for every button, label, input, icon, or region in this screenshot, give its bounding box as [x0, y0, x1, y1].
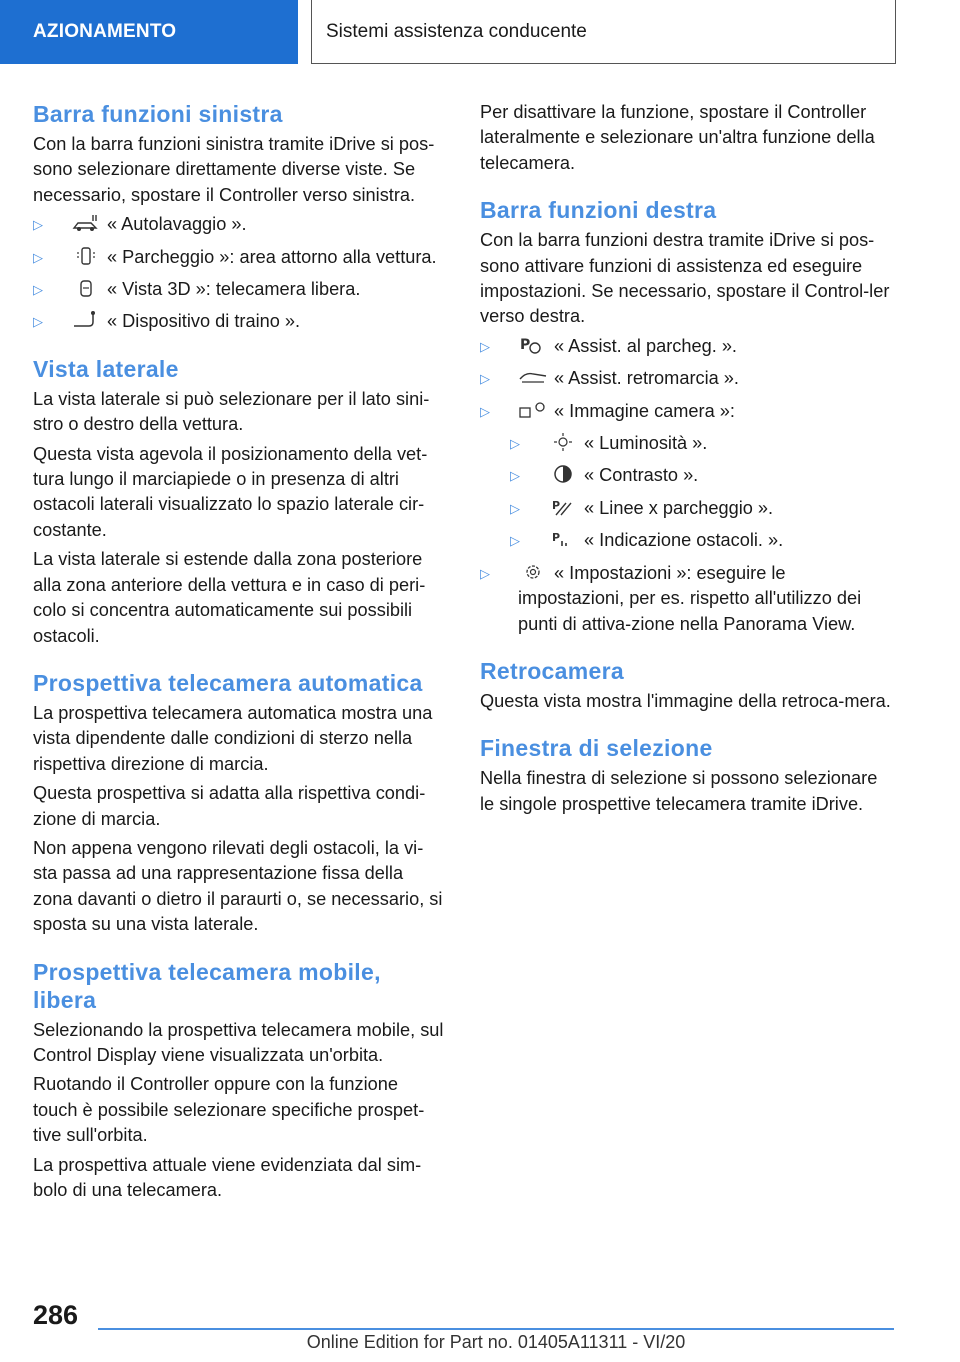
- list-item: [510, 528, 894, 553]
- bullet-triangle-icon: ▷: [33, 282, 43, 298]
- page-number: 286: [33, 1300, 79, 1330]
- list-item: [480, 399, 894, 424]
- header-section-tab: AZIONAMENTO: [0, 0, 298, 64]
- svg-text:P: P: [552, 498, 561, 512]
- paragraph: Nella finestra di selezione si possono selezionare le singole prospettive telecamera tramite iDrive.: [480, 768, 878, 814]
- section-rear-camera: [480, 657, 894, 714]
- section-selection-window: [480, 734, 894, 817]
- camera-image-sublist: [480, 431, 894, 554]
- function-list: [480, 334, 894, 424]
- bullet-triangle-icon: ▷: [480, 371, 490, 387]
- section-title: Retrocamera: [480, 657, 624, 684]
- brightness-icon: [548, 432, 578, 452]
- parking-lines-icon: [548, 497, 578, 517]
- section-free-camera-perspective: [33, 958, 447, 1204]
- paragraph: La prospettiva telecamera automatica mostra una vista dipendente dalle condizioni di sterzo nella rispettiva direzione di marcia.: [33, 702, 433, 774]
- bullet-triangle-icon: ▷: [33, 217, 43, 233]
- reverse-assist-icon: [518, 367, 548, 387]
- list-item-label: « Impostazioni »: eseguire le impostazioni, per es. rispetto all'utilizzo dei punti di attiva-zione nella Panorama View.: [518, 562, 862, 634]
- list-item: [510, 496, 894, 521]
- paragraph: Per disattivare la funzione, spostare il Controller lateralmente e selezionare un'altra funzione della telecamera.: [480, 102, 875, 173]
- paragraph: La prospettiva attuale viene evidenziata dal sim-bolo di una telecamera.: [33, 1154, 422, 1200]
- parking-icon: [71, 246, 101, 266]
- bullet-triangle-icon: ▷: [480, 338, 490, 354]
- list-item-label: « Parcheggio »: area attorno alla vettura.: [107, 246, 437, 267]
- paragraph: Con la barra funzioni destra tramite iDrive si pos-sono attivare funzioni di assistenza ed eseguire impostazioni. Se necessario, spostare il Control-ler verso destra.: [480, 230, 890, 327]
- bullet-triangle-icon: ▷: [510, 533, 520, 549]
- list-item: [480, 366, 894, 391]
- list-item-label: « Indicazione ostacoli. ».: [584, 530, 784, 551]
- list-item-label: « Assist. retromarcia ».: [554, 368, 739, 389]
- view-3d-icon: [71, 278, 101, 298]
- list-item: [480, 334, 894, 359]
- list-item: [33, 277, 447, 302]
- section-side-view: [33, 355, 447, 649]
- section-title: Prospettiva telecamera mobile, libera: [33, 958, 381, 1013]
- section-automatic-camera-perspective: [33, 669, 447, 938]
- paragraph: Questa prospettiva si adatta alla rispettiva condi-zione di marcia.: [33, 783, 426, 829]
- contrast-icon: [548, 464, 578, 484]
- right-column: [480, 100, 894, 837]
- paragraph: Questa vista agevola il posizionamento della vet-tura lungo il marciapiede o in presenza di altri ostacoli laterali visualizzato lo spazio laterale cir-costante.: [33, 443, 428, 540]
- list-item: [33, 245, 447, 270]
- section-title: Prospettiva telecamera automatica: [33, 669, 423, 696]
- paragraph: Questa vista mostra l'immagine della retroca-mera.: [480, 690, 891, 711]
- section-left-function-bar: [33, 100, 447, 335]
- bullet-triangle-icon: ▷: [510, 500, 520, 516]
- bullet-triangle-icon: ▷: [480, 565, 490, 581]
- svg-text:P: P: [552, 531, 561, 545]
- list-item: [510, 463, 894, 488]
- tow-hitch-icon: [71, 310, 101, 330]
- obstacle-marking-icon: [548, 529, 578, 549]
- paragraph: La vista laterale si può selezionare per il lato sini-stro o destro della vettura.: [33, 388, 430, 435]
- paragraph: Con la barra funzioni sinistra tramite iDrive si pos-sono selezionare direttamente diverse viste. Se necessario, spostare il Controller verso sinistra.: [33, 134, 435, 205]
- list-item-label: « Luminosità ».: [584, 433, 708, 454]
- bullet-triangle-icon: ▷: [510, 468, 520, 484]
- bullet-triangle-icon: ▷: [480, 403, 490, 419]
- list-item: [480, 561, 894, 637]
- section-title: Barra funzioni destra: [480, 197, 717, 224]
- paragraph: Ruotando il Controller oppure con la funzione touch è possibile selezionare specifiche prospet-tive sull'orbita.: [33, 1074, 425, 1146]
- list-item-label: « Autolavaggio ».: [107, 214, 247, 235]
- paragraph: Non appena vengono rilevati degli ostacoli, la vi-sta passa ad una rappresentazione fissa della zona davanti o dietro il paraurti o, se necessario, si sposta su una vista laterale.: [33, 837, 443, 935]
- section-title: Vista laterale: [33, 355, 179, 382]
- header-chapter-title: Sistemi assistenza conducente: [311, 0, 896, 64]
- parking-assist-icon: [518, 335, 548, 355]
- list-item-label: « Assist. al parcheg. ».: [554, 335, 737, 356]
- section-right-function-bar: [480, 196, 894, 637]
- footer-divider: [98, 1328, 894, 1330]
- bullet-triangle-icon: ▷: [510, 436, 520, 452]
- bullet-triangle-icon: ▷: [33, 314, 43, 330]
- list-item-label: « Linee x parcheggio ».: [584, 497, 774, 518]
- list-item: [510, 431, 894, 456]
- list-item-label: « Vista 3D »: telecamera libera.: [107, 279, 361, 300]
- left-column: [33, 100, 447, 1223]
- function-list: [33, 212, 447, 335]
- settings-list: [480, 561, 894, 637]
- list-item-label: « Contrasto ».: [584, 465, 699, 486]
- settings-gear-icon: [518, 562, 548, 582]
- car-wash-icon: [71, 213, 101, 233]
- footer-edition: Online Edition for Part no. 01405A11311 - VI/20: [306, 1332, 686, 1352]
- list-item-label: « Dispositivo di traino ».: [107, 311, 301, 332]
- svg-text:P: P: [520, 336, 531, 353]
- list-item-label: « Immagine camera »:: [554, 400, 735, 421]
- list-item: [33, 309, 447, 334]
- paragraph: Selezionando la prospettiva telecamera mobile, sul Control Display viene visualizzata un'orbita.: [33, 1019, 444, 1065]
- section-intro: [480, 100, 894, 176]
- bullet-triangle-icon: ▷: [33, 249, 43, 265]
- camera-image-icon: [518, 400, 548, 420]
- list-item: [33, 212, 447, 237]
- paragraph: La vista laterale si estende dalla zona posteriore alla zona anteriore della vettura e in caso di peri-colo si concentra automaticamente sui possibili ostacoli.: [33, 549, 426, 646]
- section-title: Finestra di selezione: [480, 735, 713, 762]
- section-title: Barra funzioni sinistra: [33, 101, 283, 127]
